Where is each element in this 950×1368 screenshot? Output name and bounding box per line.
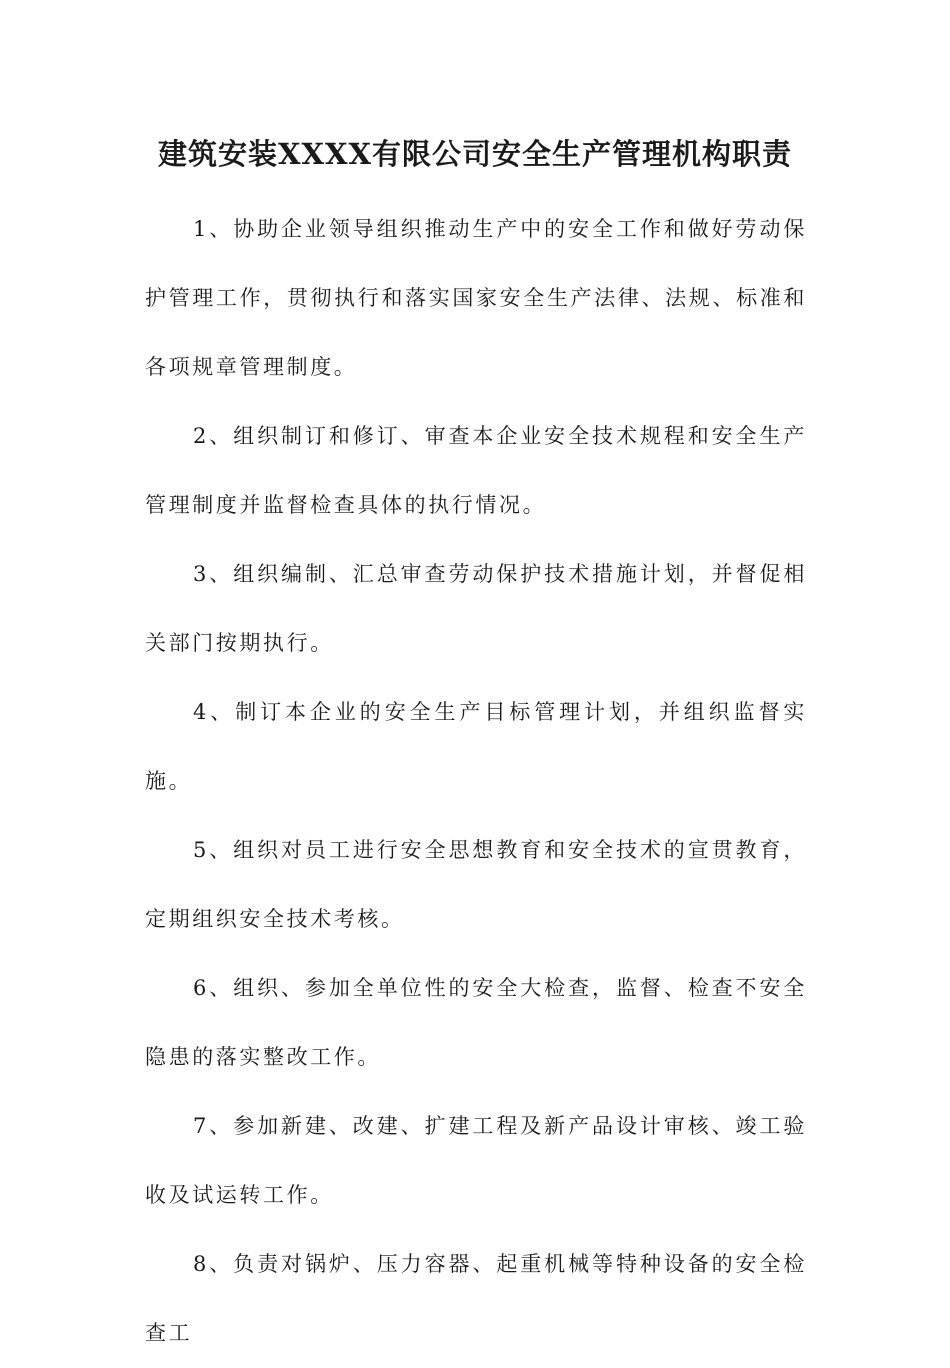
paragraph-6: 6、组织、参加全单位性的安全大检查，监督、检查不安全隐患的落实整改工作。	[145, 976, 807, 1069]
paragraph-3: 3、组织编制、汇总审查劳动保护技术措施计划，并督促相关部门按期执行。	[145, 562, 807, 655]
paragraph-5: 5、组织对员工进行安全思想教育和安全技术的宣贯教育，定期组织安全技术考核。	[145, 838, 807, 931]
paragraph-8: 8、负责对锅炉、压力容器、起重机械等特种设备的安全检查工	[145, 1252, 807, 1345]
paragraph-2: 2、组织制订和修订、审查本企业安全技术规程和安全生产管理制度并监督检查具体的执行情况。	[145, 424, 807, 517]
document-body	[145, 195, 807, 1368]
paragraph-4: 4、制订本企业的安全生产目标管理计划，并组织监督实施。	[145, 700, 807, 793]
paragraph-7: 7、参加新建、改建、扩建工程及新产品设计审核、竣工验收及试运转工作。	[145, 1114, 807, 1207]
paragraph-1: 1、协助企业领导组织推动生产中的安全工作和做好劳动保护管理工作，贯彻执行和落实国家安全生产法律、法规、标准和各项规章管理制度。	[145, 217, 807, 379]
document-title: 建筑安装XXXX有限公司安全生产管理机构职责	[157, 137, 792, 171]
